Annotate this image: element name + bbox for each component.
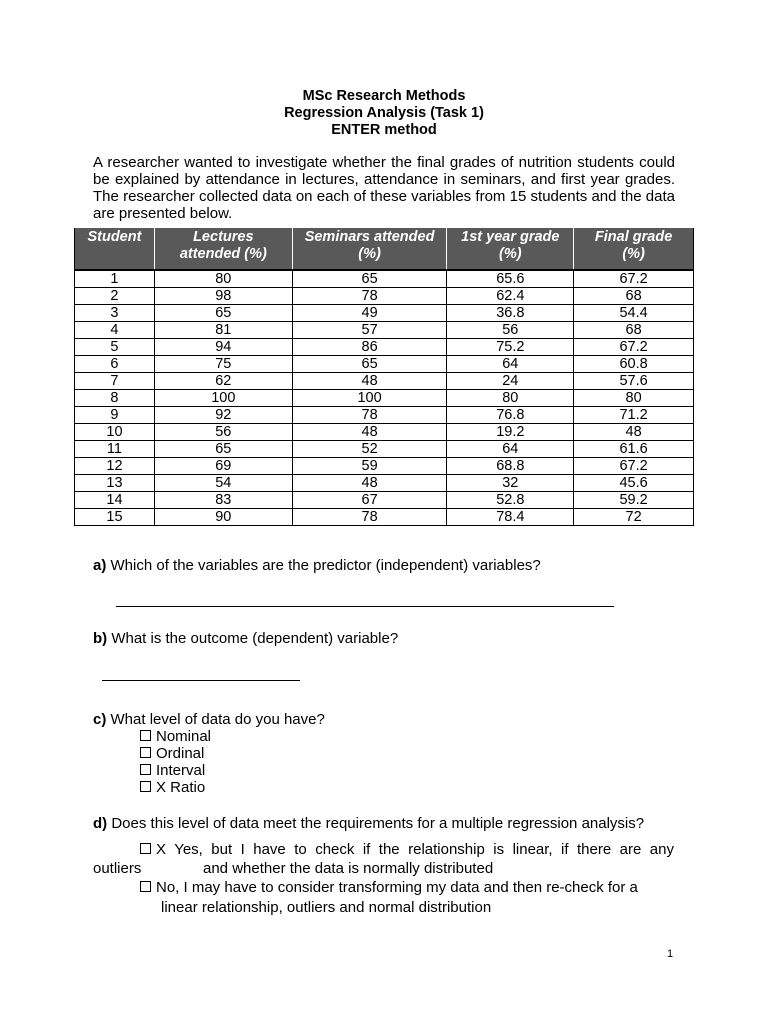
table-row [75, 407, 694, 424]
checkbox-icon[interactable] [140, 730, 151, 741]
table-row [75, 288, 694, 305]
table-row [75, 475, 694, 492]
column-header-text: (%) [358, 246, 381, 262]
question-d-text: Does this level of data meet the requirements for a multiple regression analysis? [107, 815, 645, 832]
table-cell: 19.2 [447, 424, 574, 441]
data-table [74, 228, 694, 526]
table-row [75, 492, 694, 509]
table-cell: 81 [154, 322, 292, 339]
table-cell: 14 [75, 492, 155, 509]
doc-title-task: Regression Analysis (Task 1) [284, 105, 484, 121]
option-no-text-2: linear relationship, outliers and normal distribution [161, 899, 492, 916]
table-cell: 36.8 [447, 305, 574, 322]
table-cell: 13 [75, 475, 155, 492]
table-cell: 7 [75, 373, 155, 390]
option-yes-text: X Yes, but I have to check if the relationship is linear, if there are any [156, 841, 674, 858]
column-header-text: attended (%) [179, 246, 267, 262]
table-cell: 62 [154, 373, 292, 390]
column-header [447, 228, 574, 270]
option-label: Ordinal [156, 745, 205, 762]
table-row [75, 356, 694, 373]
question-a-label: a) [93, 557, 107, 574]
question-b-label: b) [93, 630, 108, 647]
table-cell: 8 [75, 390, 155, 407]
question-c-label: c) [93, 711, 107, 728]
table-cell: 2 [75, 288, 155, 305]
table-cell: 67.2 [574, 270, 694, 288]
table-cell: 48 [292, 475, 447, 492]
table-cell: 57 [292, 322, 447, 339]
table-cell: 59 [292, 458, 447, 475]
table-cell: 67.2 [574, 339, 694, 356]
table-cell: 80 [447, 390, 574, 407]
table-cell: 72 [574, 509, 694, 526]
table-row [75, 339, 694, 356]
doc-title-method: ENTER method [331, 122, 437, 138]
table-cell: 64 [447, 356, 574, 373]
table-cell: 56 [447, 322, 574, 339]
table-cell: 54 [154, 475, 292, 492]
table-cell: 45.6 [574, 475, 694, 492]
table-cell: 76.8 [447, 407, 574, 424]
option-no[interactable] [140, 878, 638, 897]
question-c [93, 711, 325, 728]
column-header-text: Final grade [594, 229, 673, 245]
table-cell: 49 [292, 305, 447, 322]
table-row [75, 373, 694, 390]
intro-paragraph: A researcher wanted to investigate whether the final grades of nutrition students could be explained by attendance in lectures, attendance in seminars, and first year grades. The researcher collected data on each of these variables from 15 students and the data are presented below. [93, 154, 675, 222]
table-cell: 56 [154, 424, 292, 441]
page-number: 1 [667, 948, 674, 960]
table-cell: 65 [292, 270, 447, 288]
table-cell: 65.6 [447, 270, 574, 288]
table-cell: 65 [154, 305, 292, 322]
answer-line-b[interactable] [102, 680, 300, 681]
table-cell: 48 [574, 424, 694, 441]
column-header-text: (%) [499, 246, 522, 262]
option-ordinal[interactable] [140, 745, 204, 762]
question-c-text: What level of data do you have? [106, 711, 325, 728]
table-cell: 98 [154, 288, 292, 305]
table-row [75, 305, 694, 322]
table-cell: 65 [154, 441, 292, 458]
table-row [75, 458, 694, 475]
option-label: Nominal [156, 728, 212, 745]
table-cell: 80 [574, 390, 694, 407]
table-cell: 64 [447, 441, 574, 458]
table-cell: 75 [154, 356, 292, 373]
table-cell: 11 [75, 441, 155, 458]
table-body [75, 270, 694, 526]
table-cell: 48 [292, 373, 447, 390]
table-cell: 52 [292, 441, 447, 458]
table-cell: 80 [154, 270, 292, 288]
table-cell: 69 [154, 458, 292, 475]
column-header [75, 228, 155, 270]
table-cell: 65 [292, 356, 447, 373]
table-cell: 48 [292, 424, 447, 441]
checkbox-icon[interactable] [140, 781, 151, 792]
question-b [93, 630, 398, 647]
table-cell: 61.6 [574, 441, 694, 458]
table-cell: 32 [447, 475, 574, 492]
table-cell: 10 [75, 424, 155, 441]
table-cell: 57.6 [574, 373, 694, 390]
option-no-text: No, I may have to consider transforming my data and then re-check for a [156, 879, 638, 896]
doc-title-course: MSc Research Methods [302, 88, 466, 104]
table-cell: 9 [75, 407, 155, 424]
table-cell: 78.4 [447, 509, 574, 526]
table-cell: 1 [75, 270, 155, 288]
option-label: Interval [156, 762, 206, 779]
table-row [75, 441, 694, 458]
column-header [574, 228, 694, 270]
table-row [75, 270, 694, 288]
checkbox-icon[interactable] [140, 843, 151, 854]
table-cell: 83 [154, 492, 292, 509]
table-cell: 5 [75, 339, 155, 356]
answer-line-a[interactable] [116, 606, 614, 607]
table-cell: 12 [75, 458, 155, 475]
question-a [93, 557, 541, 574]
table-cell: 68 [574, 322, 694, 339]
option-yes-text-2b: and whether the data is normally distributed [203, 860, 494, 877]
table-cell: 24 [447, 373, 574, 390]
table-cell: 62.4 [447, 288, 574, 305]
option-label: X Ratio [156, 779, 206, 796]
table-cell: 94 [154, 339, 292, 356]
table-cell: 100 [292, 390, 447, 407]
table-cell: 59.2 [574, 492, 694, 509]
table-cell: 52.8 [447, 492, 574, 509]
column-header-text: Student [87, 229, 142, 245]
option-yes[interactable] [140, 840, 674, 859]
table-cell: 3 [75, 305, 155, 322]
table-header-row [75, 228, 694, 270]
table-row [75, 390, 694, 407]
table-row [75, 509, 694, 526]
table-header [75, 228, 694, 270]
table-cell: 68.8 [447, 458, 574, 475]
table-row [75, 424, 694, 441]
table-cell: 67 [292, 492, 447, 509]
table-cell: 92 [154, 407, 292, 424]
column-header-text: Seminars attended [304, 229, 435, 245]
question-b-text: What is the outcome (dependent) variable? [107, 630, 399, 647]
table-cell: 67.2 [574, 458, 694, 475]
column-header-text: (%) [622, 246, 645, 262]
question-d-label: d) [93, 815, 108, 832]
checkbox-icon[interactable] [140, 747, 151, 758]
table-cell: 60.8 [574, 356, 694, 373]
question-a-text: Which of the variables are the predictor (independent) variables? [106, 557, 541, 574]
table-cell: 78 [292, 509, 447, 526]
table-cell: 68 [574, 288, 694, 305]
table-cell: 78 [292, 407, 447, 424]
checkbox-icon[interactable] [140, 881, 151, 892]
option-interval[interactable] [140, 762, 205, 779]
option-ratio[interactable] [140, 779, 205, 796]
table-cell: 54.4 [574, 305, 694, 322]
table-cell: 6 [75, 356, 155, 373]
option-no-continued [161, 898, 491, 917]
column-header-text: Lectures [193, 229, 254, 245]
column-header [154, 228, 292, 270]
option-yes-continued [93, 859, 141, 878]
table-cell: 90 [154, 509, 292, 526]
checkbox-icon[interactable] [140, 764, 151, 775]
option-nominal[interactable] [140, 728, 211, 745]
column-header [292, 228, 447, 270]
table-cell: 4 [75, 322, 155, 339]
question-d [93, 815, 644, 832]
option-yes-text-2a: outliers [93, 860, 142, 877]
table-cell: 78 [292, 288, 447, 305]
table-cell: 75.2 [447, 339, 574, 356]
table-cell: 71.2 [574, 407, 694, 424]
table-cell: 15 [75, 509, 155, 526]
table-cell: 100 [154, 390, 292, 407]
option-yes-continued-b [203, 859, 493, 878]
table-row [75, 322, 694, 339]
column-header-text: 1st year grade [461, 229, 560, 245]
table-cell: 86 [292, 339, 447, 356]
